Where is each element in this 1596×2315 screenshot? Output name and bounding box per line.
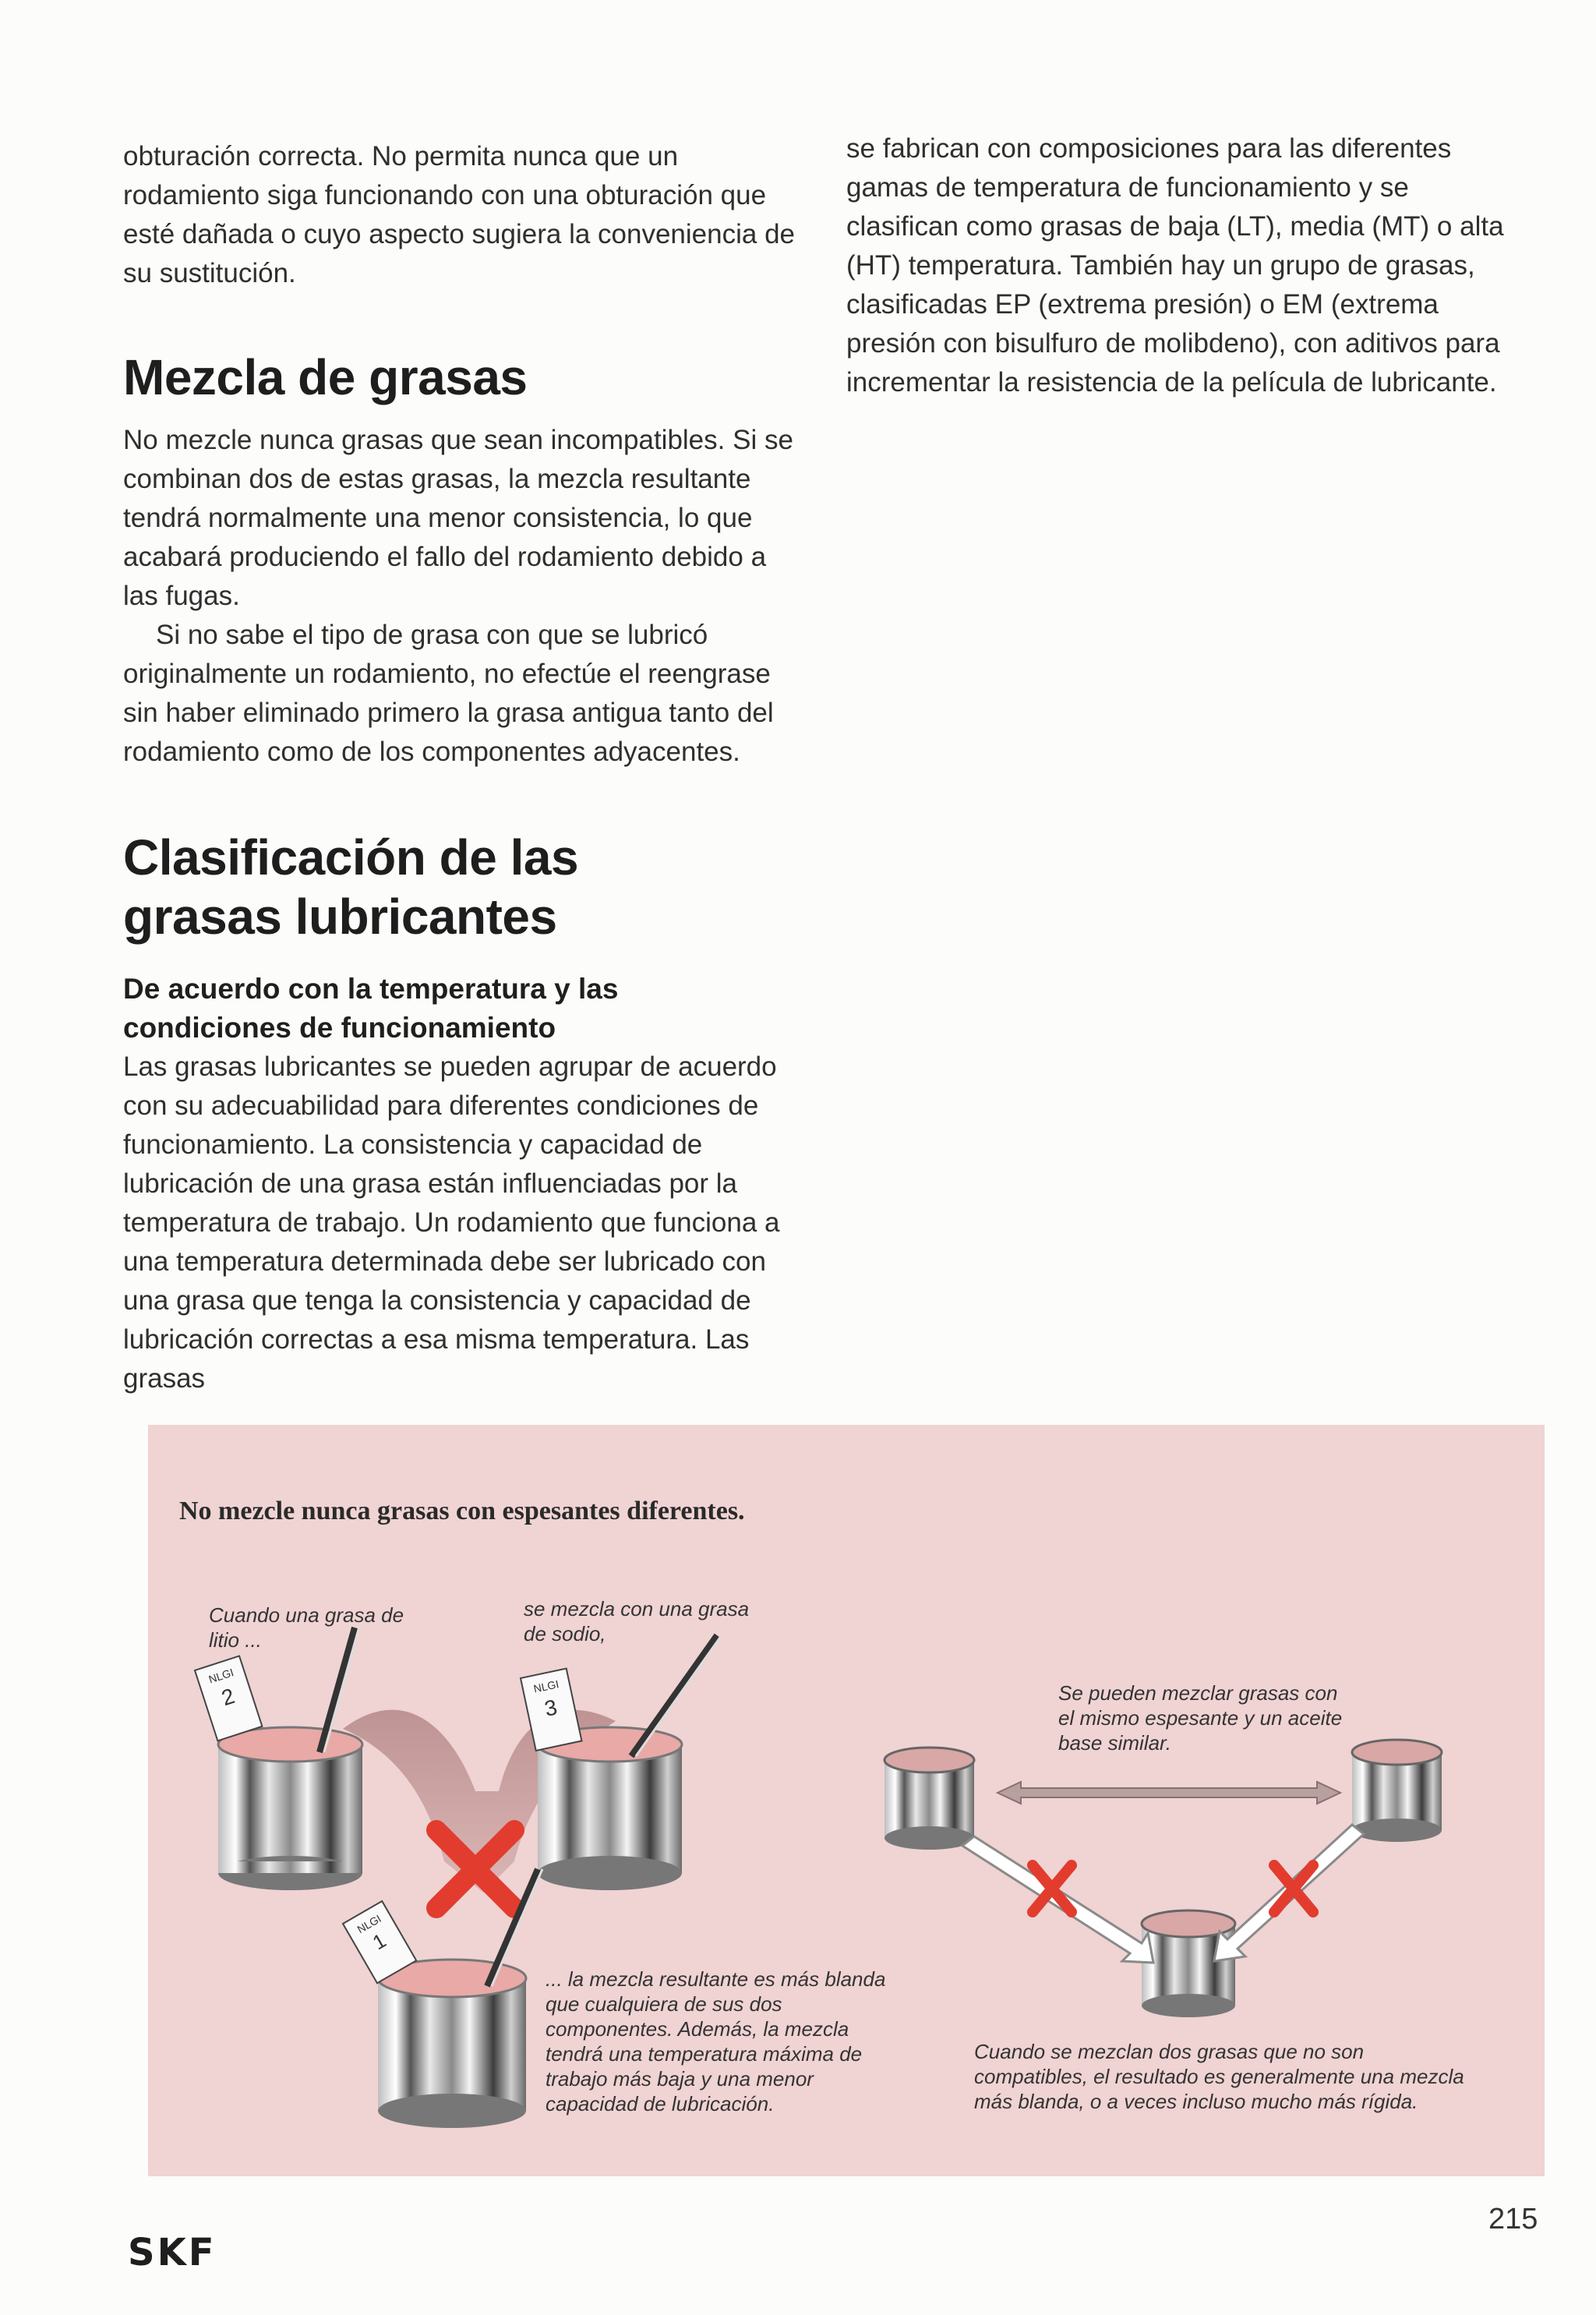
nlgi-label-2: NLGI bbox=[532, 1677, 560, 1695]
left-column bbox=[123, 137, 801, 1398]
pot-right-bottom bbox=[1142, 1910, 1235, 2017]
caption-no-compatibles: Cuando se mezclan dos grasas que no son compatibles, el resultado es generalmente una mezcla más blanda, o a veces incluso mucho más rígida. bbox=[974, 2040, 1464, 2113]
nlgi-tag-2 bbox=[195, 1656, 262, 1741]
subheading-temperatura: De acuerdo con la temperatura y las condiciones de funcionamiento bbox=[123, 973, 619, 1044]
caption-mismo-espesante: Se pueden mezclar grasas con el mismo espesante y un aceite base similar. bbox=[1058, 1681, 1343, 1755]
nlgi-value-1: 2 bbox=[218, 1683, 238, 1711]
caption-litio: Cuando una grasa de litio ... bbox=[209, 1603, 404, 1652]
mezcla-paragraph-2: Si no sabe el tipo de grasa con que se lubricó originalmente un rodamiento, no efectúe el reengrase sin haber eliminado primero la grasa antigua tanto del rodamiento como de los componentes adyacentes. bbox=[123, 620, 774, 767]
nlgi-label-3: NLGI bbox=[355, 1912, 383, 1936]
heading-mezcla-de-grasas: Mezcla de grasas bbox=[123, 349, 528, 405]
nlgi-value-2: 3 bbox=[542, 1695, 560, 1722]
mezcla-paragraph-1: No mezcle nunca grasas que sean incompatibles. Si se combinan dos de estas grasas, la mezcla resultante tendrá normalmente una menor consistencia, lo que acabará produciendo el fallo del rodamiento debido a las fugas. bbox=[123, 425, 793, 611]
compatible-double-arrow bbox=[998, 1782, 1340, 1804]
clasificacion-paragraph: Las grasas lubricantes se pueden agrupar de acuerdo con su adecuabilidad para diferentes condiciones de funcionamiento. La consistencia y capacidad de lubricación de una grasa están influenciadas por la temperatura de trabajo. Un rodamiento que funciona a una temperatura determinada debe ser lubricado con una grasa que tenga la consistencia y capacidad de lubricación correctas a esa misma temperatura. Las grasas bbox=[123, 1051, 780, 1394]
incompatible-cross-right-icon bbox=[1274, 1865, 1313, 1912]
right-paragraph: se fabrican con composiciones para las diferentes gamas de temperatura de funcionamiento y se clasifican como grasas de baja (LT), media (MT) o alta (HT) temperatura. También hay un grupo de grasas, clasificadas EP (extrema presión) o EM (extrema presión con bisulfuro de molibdeno), con aditivos para incrementar la resistencia de la película de lubricante. bbox=[846, 133, 1504, 398]
pot-right-right bbox=[1352, 1740, 1442, 1842]
figure-title: No mezcle nunca grasas con espesantes diferentes. bbox=[179, 1497, 745, 1525]
heading-clasificacion: Clasificación de las grasas lubricantes bbox=[123, 829, 579, 945]
intro-paragraph: obturación correcta. No permita nunca que un rodamiento siga funcionando con una obturación que esté dañada o cuyo aspecto sugiera la conveniencia de su sustitución. bbox=[123, 141, 795, 288]
pot-right-left bbox=[885, 1748, 974, 1850]
pot-resulting-mix bbox=[378, 1869, 542, 2128]
grease-mixing-figure bbox=[148, 1425, 1545, 2176]
nlgi-value-3: 1 bbox=[368, 1928, 390, 1955]
caption-sodio: se mezcla con una grasa de sodio, bbox=[524, 1597, 750, 1645]
skf-logo: SKF bbox=[128, 2231, 217, 2274]
right-column bbox=[846, 129, 1517, 402]
page-number: 215 bbox=[1488, 2203, 1538, 2235]
nlgi-label-1: NLGI bbox=[207, 1666, 235, 1686]
caption-resultante: ... la mezcla resultante es más blanda que cualquiera de sus dos componentes. Además, la mezcla tendrá una temperatura máxima de trabajo más baja y una menor capacidad de lubricación. bbox=[546, 1967, 886, 2115]
